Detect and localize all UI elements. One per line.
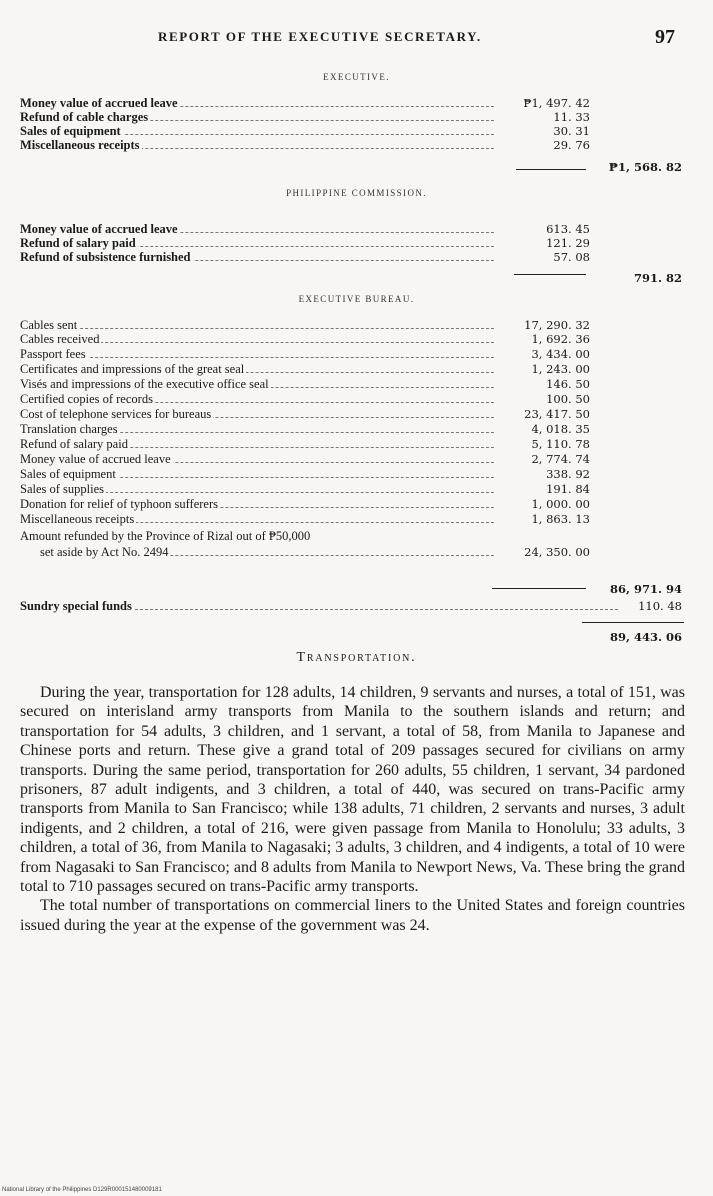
paragraph: During the year, transportation for 128 adults, 14 children, 9 servants and nurses, a total of 151, was secured on interisland army transports from Manila to the southern islands and return; and transportation for 54 adults, 3 children, and 1 servant, a total of 58, from Manila to Japanese and Chinese ports and return. These give a grand total of 209 passages secured for civilians on army transports. During the same period, transportation for 260 adults, 55 children, 1 servant, 34 pardoned prisoners, 87 adult indigents, and 3 children, a total of 440, was secured on trans-Pacific army transports from Manila to San Francisco; while 138 adults, 71 children, 2 servants and nurses, 3 adult indigents, and 2 children, a total of 216, were given passage from Manila to Honolulu; 33 adults, 3 children, a total of 36, from Manila to Nagasaki; 3 adults, 3 children, and 4 indigents, a total of 10 were from Nagasaki to San Francisco; and 8 adults from Manila to Newport News, Va. These bring the grand total to 710 passages secured on trans-Pacific army transports.: [20, 684, 685, 896]
paragraph: The total number of transportations on commercial liners to the United States and foreign countries issued during the year at the expense of the government was 24.: [20, 897, 685, 934]
row-label: Passport fees: [20, 347, 86, 361]
transportation-body: [20, 683, 685, 935]
bureau-row: [20, 347, 590, 361]
row-label: Refund of cable charges: [20, 110, 149, 124]
row-label: Sales of supplies: [20, 482, 105, 496]
bureau-row: [20, 318, 590, 332]
transportation-heading: Transportation.: [296, 650, 417, 665]
row-label: Refund of subsistence furnished: [20, 250, 191, 264]
row-label: Cables received: [20, 332, 100, 346]
row-amount: 17, 290. 32: [524, 318, 590, 332]
row-label-continued: set aside by Act No. 2494: [40, 545, 169, 559]
bureau-row: [20, 437, 590, 451]
row-amount: 11. 33: [553, 110, 590, 124]
row-label: Certified copies of records: [20, 392, 153, 406]
row-amount: 24, 350. 00: [524, 545, 590, 559]
row-label: Cables sent: [20, 318, 78, 332]
row-label: Cost of telephone services for bureaus: [20, 407, 212, 421]
row-amount: 1, 243. 00: [531, 362, 590, 376]
row-amount: 57. 08: [553, 250, 590, 264]
bureau-total: 86, 971. 94: [609, 582, 682, 596]
row-label: Sundry special funds: [20, 599, 132, 613]
commission-total: 791. 82: [633, 271, 682, 285]
row-amount: 338. 92: [546, 467, 590, 481]
row-amount: 1, 692. 36: [531, 332, 590, 346]
row-amount: 3, 434. 00: [531, 347, 590, 361]
row-label: Miscellaneous receipts: [20, 512, 135, 526]
row-amount: 100. 50: [546, 392, 590, 406]
bureau-heading: EXECUTIVE BUREAU.: [298, 294, 415, 304]
row-label: Refund of salary paid: [20, 437, 128, 451]
row-amount: 613. 45: [546, 222, 590, 236]
row-amount: 191. 84: [546, 482, 590, 496]
row-label: Donation for relief of typhoon sufferers: [20, 497, 218, 511]
row-amount: 29. 76: [553, 138, 590, 152]
page-number: 97: [655, 26, 675, 48]
executive-total: ₱1, 568. 82: [608, 160, 682, 174]
bureau-row: [20, 497, 590, 511]
running-head: [0, 26, 713, 50]
commission-heading: PHILIPPINE COMMISSION.: [286, 188, 427, 198]
row-label: Visés and impressions of the executive office seal: [20, 377, 269, 391]
grand-total-rule: [582, 622, 684, 623]
row-label: Money value of accrued leave: [20, 96, 178, 110]
row-label: Certificates and impressions of the great seal: [20, 362, 245, 376]
row-amount: 30. 31: [553, 124, 590, 138]
commission-row: [20, 236, 590, 250]
bureau-row: [20, 362, 590, 376]
sundry-amount: 110. 48: [638, 599, 682, 613]
commission-row: [20, 222, 590, 236]
row-amount: 2, 774. 74: [531, 452, 590, 466]
row-amount: 1, 000. 00: [531, 497, 590, 511]
row-label: Sales of equipment: [20, 467, 116, 481]
running-title: REPORT OF THE EXECUTIVE SECRETARY.: [158, 29, 482, 44]
row-amount: 5, 110. 78: [531, 437, 590, 451]
commission-row: [20, 250, 590, 264]
bureau-row: [20, 512, 590, 526]
executive-row: [20, 124, 590, 138]
scan-footer: National Library of the Philippines D129R000151480009181: [2, 1187, 162, 1193]
sundry-row: [20, 599, 590, 613]
bureau-row: [20, 407, 590, 421]
executive-row: [20, 110, 590, 124]
grand-total: 89, 443. 06: [609, 630, 682, 644]
executive-row: [20, 96, 590, 110]
bureau-row: [20, 467, 590, 481]
row-label: Translation charges: [20, 422, 118, 436]
subtotal-rule: [516, 169, 586, 170]
row-amount: 4, 018. 35: [531, 422, 590, 436]
row-label: Amount refunded by the Province of Rizal out of ₱50,000: [20, 529, 311, 543]
row-label: Refund of salary paid: [20, 236, 136, 250]
bureau-row: [20, 452, 590, 466]
executive-heading: EXECUTIVE.: [323, 72, 390, 82]
executive-row: [20, 138, 590, 152]
subtotal-rule: [492, 588, 586, 589]
rizal-refund-row: [20, 528, 590, 560]
row-amount: 1, 863. 13: [531, 512, 590, 526]
row-amount: 146. 50: [546, 377, 590, 391]
row-amount: ₱1, 497. 42: [523, 96, 590, 110]
bureau-row: [20, 482, 590, 496]
bureau-row: [20, 422, 590, 436]
subtotal-rule: [514, 274, 586, 275]
bureau-row: [20, 332, 590, 346]
row-amount: 23, 417. 50: [524, 407, 590, 421]
row-label: Money value of accrued leave: [20, 222, 178, 236]
row-amount: 121. 29: [546, 236, 590, 250]
row-label: Miscellaneous receipts: [20, 138, 140, 152]
row-label: Money value of accrued leave: [20, 452, 171, 466]
row-label: Sales of equipment: [20, 124, 121, 138]
bureau-row: [20, 392, 590, 406]
bureau-row: [20, 377, 590, 391]
